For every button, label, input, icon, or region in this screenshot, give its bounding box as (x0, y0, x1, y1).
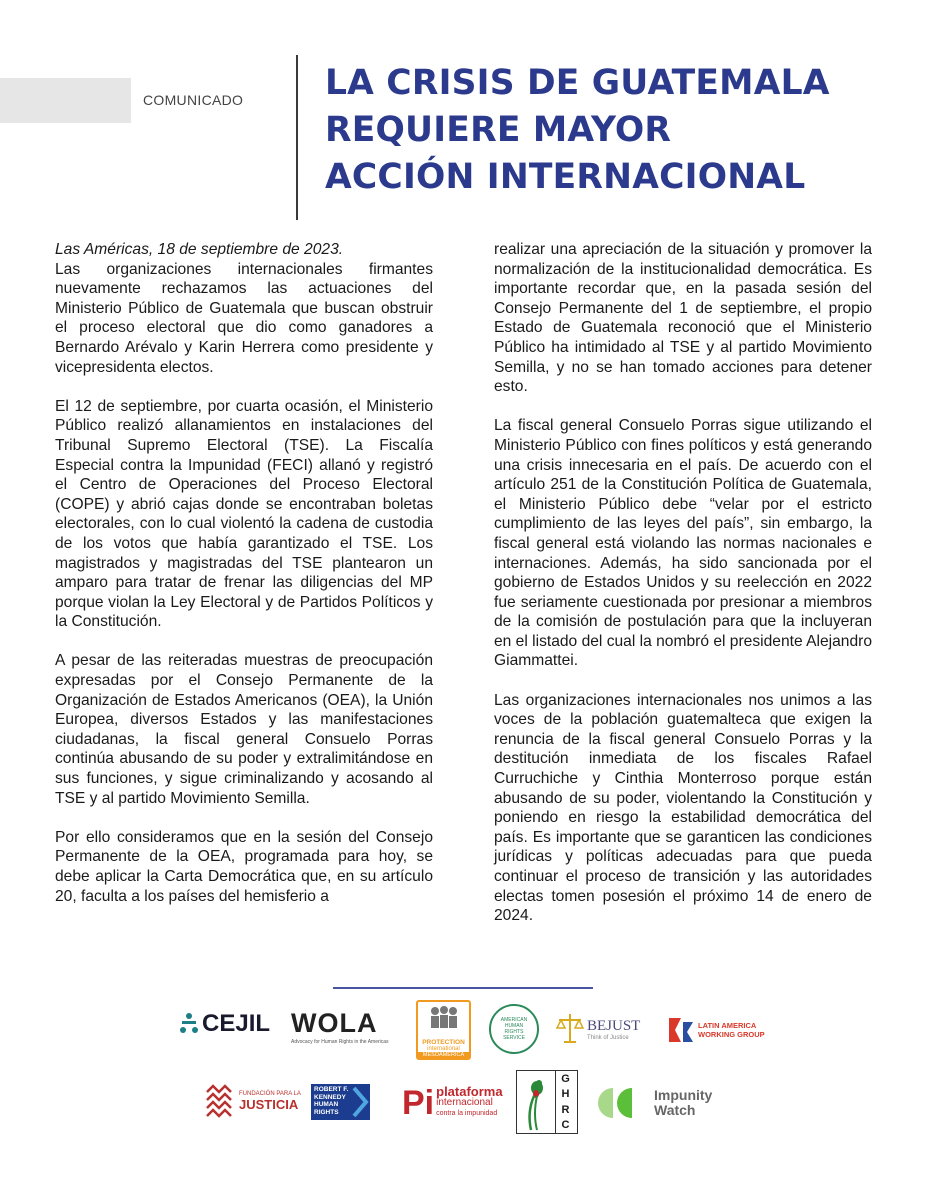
right-column (494, 240, 872, 945)
lawg-mark-icon (667, 1016, 695, 1044)
paragraph-left-3: A pesar de las reiteradas muestras de preocupación expresadas por el Consejo Permanente de la Organización de Estados Americanos (OEA), la Unión Europea, diversos Estados y las manifestaciones ciudadanas, la fiscal general Consuelo Porras continúa abusando de su poder y extralimitándose en sus funciones, y sigue criminalizando y acosando al TSE y al partido Movimiento Semilla. (55, 652, 433, 807)
fundacion-text-group (239, 1091, 301, 1112)
logo-latin-america-working-group (667, 1016, 765, 1044)
rfk-line-2: KENNEDY (314, 1093, 346, 1101)
logo-ghrc (516, 1070, 578, 1134)
impunity-line-1: Impunity (654, 1087, 713, 1103)
plataforma-line-3: contra la impunidad (436, 1110, 498, 1117)
dateline: Las Américas, 18 de septiembre de 2023. (55, 241, 344, 258)
lawg-line-2: WORKING GROUP (698, 1030, 765, 1039)
logo-robert-f-kennedy-human-rights (311, 1084, 370, 1120)
paragraph-left-2: El 12 de septiembre, por cuarta ocasión, el Ministerio Público realizó allanamientos en instalaciones del Tribunal Supremo Electoral (TSE). La Fiscalía Especial contra la Impunidad (FECI) allanó y registró el Centro de Operaciones del Proceso Electoral (COPE) y abrió cajas donde se encontraban boletas electorales, con lo cual violentó la cadena de custodia de los votos que había garantizado el TSE. Los magistrados y magistradas del TSE plantearon un amparo para tratar de frenar las diligencias del MP porque violan la Ley Electoral y de Partidos Políticos y la Constitución. (55, 397, 433, 631)
page-title (325, 60, 905, 201)
lawg-text-group (698, 1021, 765, 1039)
cejil-mark-icon (178, 1012, 200, 1036)
rfk-line-1: ROBERT F. (314, 1086, 349, 1093)
wola-tagline: Advocacy for Human Rights in the Americas (291, 1039, 389, 1045)
cejil-text: CEJIL (202, 1010, 271, 1037)
protection-line-3: MESOAMÉRICA (418, 1052, 469, 1058)
quetzal-bird-icon (517, 1072, 555, 1132)
header-divider (296, 55, 298, 220)
paragraph-right-2: La fiscal general Consuelo Porras sigue utilizando el Ministerio Público con fines políticos y está generando una crisis innecesaria en el país. De acuerdo con el artículo 251 de la Constitución Política de Guatemala, el Ministerio Público debe “velar por el estricto cumplimiento de las leyes del país”, sin embargo, la fiscal general está violando las normas nacionales e internaciones. Además, ha sido sancionada por el gobierno de Estados Unidos y su reelección en 2022 fue seriamente cuestionada por presionar a miembros de la comisión de postulación para que la incluyeran en el listado del cual la nombró el presidente Alejandro Giammattei. (494, 417, 872, 670)
impunity-line-2: Watch (654, 1102, 696, 1118)
ghrc-letter-c: C (561, 1119, 570, 1132)
bejust-tagline: Think of Justice (587, 1034, 629, 1041)
impunity-watch-mark-icon (596, 1086, 650, 1120)
bejust-text-group (587, 1018, 640, 1041)
lawg-line-1: LATIN AMERICA (698, 1021, 757, 1030)
protection-line-2: international (427, 1046, 460, 1052)
protection-line-1: PROTECTION (422, 1039, 465, 1046)
document-type-label: COMUNICADO (143, 92, 244, 108)
rfk-chevron-icon (352, 1084, 370, 1120)
logo-bejust (556, 1012, 640, 1046)
paragraph-left-4: Por ello consideramos que en la sesión del Consejo Permanente de la OEA, programada para hoy, se debe aplicar la Carta Democrática que, en su artículo 20, faculta a los países del hemisferio a (55, 828, 433, 905)
plataforma-mark-icon: Pi (402, 1083, 435, 1122)
logo-fundacion-justicia (203, 1084, 301, 1118)
rfk-line-4: RIGHTS (314, 1108, 339, 1116)
human-rights-service-text: AMERICAN HUMAN RIGHTS SERVICE (500, 1017, 528, 1041)
people-icon (427, 1006, 461, 1028)
header-grey-bar (0, 78, 131, 123)
fundacion-mark-icon (203, 1084, 235, 1118)
logo-impunity-watch (596, 1086, 712, 1120)
ghrc-letters (555, 1071, 575, 1133)
logo-plataforma-internacional (402, 1083, 503, 1122)
logos-divider (333, 987, 593, 989)
ghrc-letter-h: H (561, 1088, 570, 1101)
logo-cejil (178, 1010, 270, 1038)
logo-wola (291, 1008, 389, 1045)
scales-of-justice-icon (556, 1012, 584, 1046)
fundacion-line-1: FUNDACIÓN PARA LA (239, 1090, 301, 1097)
logo-human-rights-service (489, 1004, 539, 1054)
paragraph-right-1: realizar una apreciación de la situación y promover la normalización de la institucionalidad democrática. Es importante recordar que, en la pasada sesión del Consejo Permanente del 1 de septiembre, el propio Estado de Guatemala reconoció que el Ministerio Público ha intimidado al TSE y al partido Movimiento Semilla, y no se han tomado acciones para detener esto. (494, 241, 872, 396)
title-line-2: REQUIERE MAYOR (325, 110, 672, 150)
fundacion-line-2: JUSTICIA (239, 1096, 299, 1112)
rfk-line-3: HUMAN (314, 1101, 339, 1108)
paragraph-left-1: Las organizaciones internacionales firmantes nuevamente rechazamos las actuaciones del Ministerio Público de Guatemala que buscan obstruir el proceso electoral que dio como ganadores a Bernardo Arévalo y Karin Herrera como presidente y vicepresidenta electos. (55, 260, 433, 376)
title-line-3: ACCIÓN INTERNACIONAL (325, 157, 806, 197)
ghrc-letter-g: G (561, 1072, 570, 1085)
paragraph-right-3: Las organizaciones internacionales nos unimos a las voces de la población guatemalteca que exigen la renuncia de la fiscal general Consuelo Porras y la destitución inmediata de los fiscales Rafael Curruchiche y Cinthia Monterroso porque están abusando de su poder, violentando la Constitución y poniendo en riesgo la estabilidad democrática del país. Es importante que se garanticen las condiciones jurídicas y políticas adecuadas para que pueda continuar el proceso de transición y las autoridades electas tomen posesión el próximo 14 de enero de 2024. (494, 691, 872, 925)
plataforma-line-2: internacional (436, 1097, 493, 1108)
logo-protection-international (416, 1000, 471, 1060)
rfk-text-group (311, 1084, 351, 1118)
impunity-text-group (654, 1088, 712, 1118)
title-line-1: LA CRISIS DE GUATEMALA (325, 63, 830, 103)
bejust-text: BEJUST (587, 1017, 641, 1034)
plataforma-line-1: plataforma (436, 1084, 503, 1099)
plataforma-text-group (436, 1086, 502, 1119)
ghrc-letter-r: R (561, 1103, 570, 1116)
wola-text: WOLA (291, 1008, 378, 1038)
left-column (55, 240, 433, 926)
